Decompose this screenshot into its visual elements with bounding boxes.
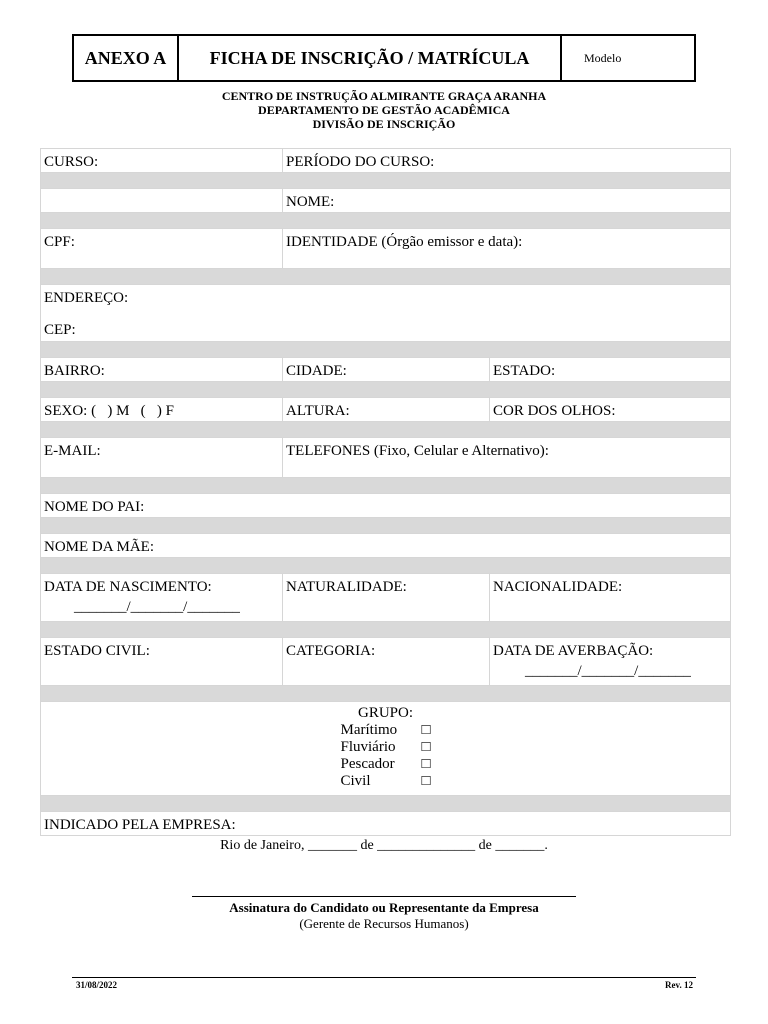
row-separator	[41, 213, 730, 229]
row-separator	[41, 173, 730, 189]
field-cpf[interactable]: CPF:	[44, 234, 75, 250]
registration-form	[40, 148, 731, 836]
checkbox-icon[interactable]: □	[421, 722, 431, 738]
field-averbacao[interactable]	[489, 638, 730, 685]
field-mae[interactable]: NOME DA MÃE:	[44, 539, 155, 555]
form-row	[41, 812, 730, 835]
field-pai[interactable]: NOME DO PAI:	[44, 499, 145, 515]
field-email[interactable]: E-MAIL:	[44, 443, 101, 459]
grupo-option-fluviario[interactable]: Fluviário □	[340, 739, 431, 755]
form-row	[41, 358, 730, 382]
field-blank	[41, 189, 282, 212]
field-endereco-block[interactable]	[41, 285, 730, 341]
grupo-section	[41, 702, 730, 795]
field-identidade[interactable]: IDENTIDADE (Órgão emissor e data):	[282, 229, 730, 268]
field-telefones[interactable]: TELEFONES (Fixo, Celular e Alternativo):	[282, 438, 730, 477]
field-sexo[interactable]: SEXO: ( ) M ( ) F	[44, 403, 174, 419]
form-row	[41, 494, 730, 518]
field-nascimento-blank: _______/_______/_______	[74, 599, 240, 615]
signature-title: Assinatura do Candidato ou Representante da Empresa	[229, 900, 539, 915]
field-curso[interactable]: CURSO:	[44, 154, 99, 170]
model-label: Modelo	[584, 50, 622, 65]
place-date-line[interactable]: Rio de Janeiro, _______ de ______________ de _______.	[220, 838, 548, 853]
field-estado[interactable]: ESTADO:	[489, 358, 730, 381]
field-altura[interactable]: ALTURA:	[282, 398, 489, 421]
footer-revision: Rev. 12	[665, 980, 693, 990]
footer-divider	[72, 977, 696, 978]
checkbox-icon[interactable]: □	[421, 773, 431, 789]
field-nascimento[interactable]	[41, 574, 282, 621]
field-endereco: ENDEREÇO:	[44, 290, 129, 306]
row-separator	[41, 269, 730, 285]
row-separator	[41, 478, 730, 494]
field-averbacao-label: DATA DE AVERBAÇÃO:	[493, 643, 654, 659]
checkbox-icon[interactable]: □	[421, 756, 431, 772]
form-row	[41, 189, 730, 213]
institution-name: CENTRO DE INSTRUÇÃO ALMIRANTE GRAÇA ARANHA	[221, 89, 547, 103]
row-separator	[41, 382, 730, 398]
grupo-option-maritimo[interactable]: Marítimo □	[340, 722, 431, 738]
row-separator	[41, 686, 730, 702]
field-nascimento-label: DATA DE NASCIMENTO:	[44, 579, 212, 595]
grupo-label: GRUPO:	[357, 705, 413, 721]
form-row	[41, 574, 730, 622]
field-indicado[interactable]: INDICADO PELA EMPRESA:	[44, 817, 236, 833]
document-header	[72, 34, 696, 82]
form-row	[41, 438, 730, 478]
field-categoria[interactable]: CATEGORIA:	[282, 638, 489, 685]
form-row	[41, 638, 730, 686]
field-cep: CEP:	[44, 322, 76, 338]
grupo-option-civil[interactable]: Civil □	[340, 773, 431, 789]
form-title: FICHA DE INSCRIÇÃO / MATRÍCULA	[179, 36, 562, 80]
field-averbacao-blank: _______/_______/_______	[525, 663, 691, 679]
form-row	[41, 702, 730, 796]
footer-date: 31/08/2022	[76, 980, 118, 990]
form-row	[41, 534, 730, 558]
department-name: DEPARTAMENTO DE GESTÃO ACADÊMICA	[258, 103, 510, 117]
signature-line[interactable]	[192, 896, 576, 897]
field-naturalidade[interactable]: NATURALIDADE:	[282, 574, 489, 621]
division-name: DIVISÃO DE INSCRIÇÃO	[312, 117, 456, 131]
field-bairro[interactable]: BAIRRO:	[44, 363, 105, 379]
institution-block	[0, 89, 768, 131]
row-separator	[41, 558, 730, 574]
signature-subtitle: (Gerente de Recursos Humanos)	[299, 916, 469, 931]
row-separator	[41, 622, 730, 638]
field-estado-civil[interactable]: ESTADO CIVIL:	[44, 643, 150, 659]
form-row	[41, 285, 730, 342]
row-separator	[41, 422, 730, 438]
field-nome[interactable]: NOME:	[282, 189, 730, 212]
row-separator	[41, 342, 730, 358]
form-row	[41, 398, 730, 422]
grupo-option-pescador[interactable]: Pescador □	[340, 756, 431, 772]
field-cidade[interactable]: CIDADE:	[282, 358, 489, 381]
field-cor-olhos[interactable]: COR DOS OLHOS:	[489, 398, 730, 421]
form-row	[41, 229, 730, 269]
checkbox-icon[interactable]: □	[421, 739, 431, 755]
row-separator	[41, 796, 730, 812]
row-separator	[41, 518, 730, 534]
annex-label: ANEXO A	[74, 36, 179, 80]
field-periodo[interactable]: PERÍODO DO CURSO:	[282, 149, 730, 172]
form-row	[41, 149, 730, 173]
field-nacionalidade[interactable]: NACIONALIDADE:	[489, 574, 730, 621]
